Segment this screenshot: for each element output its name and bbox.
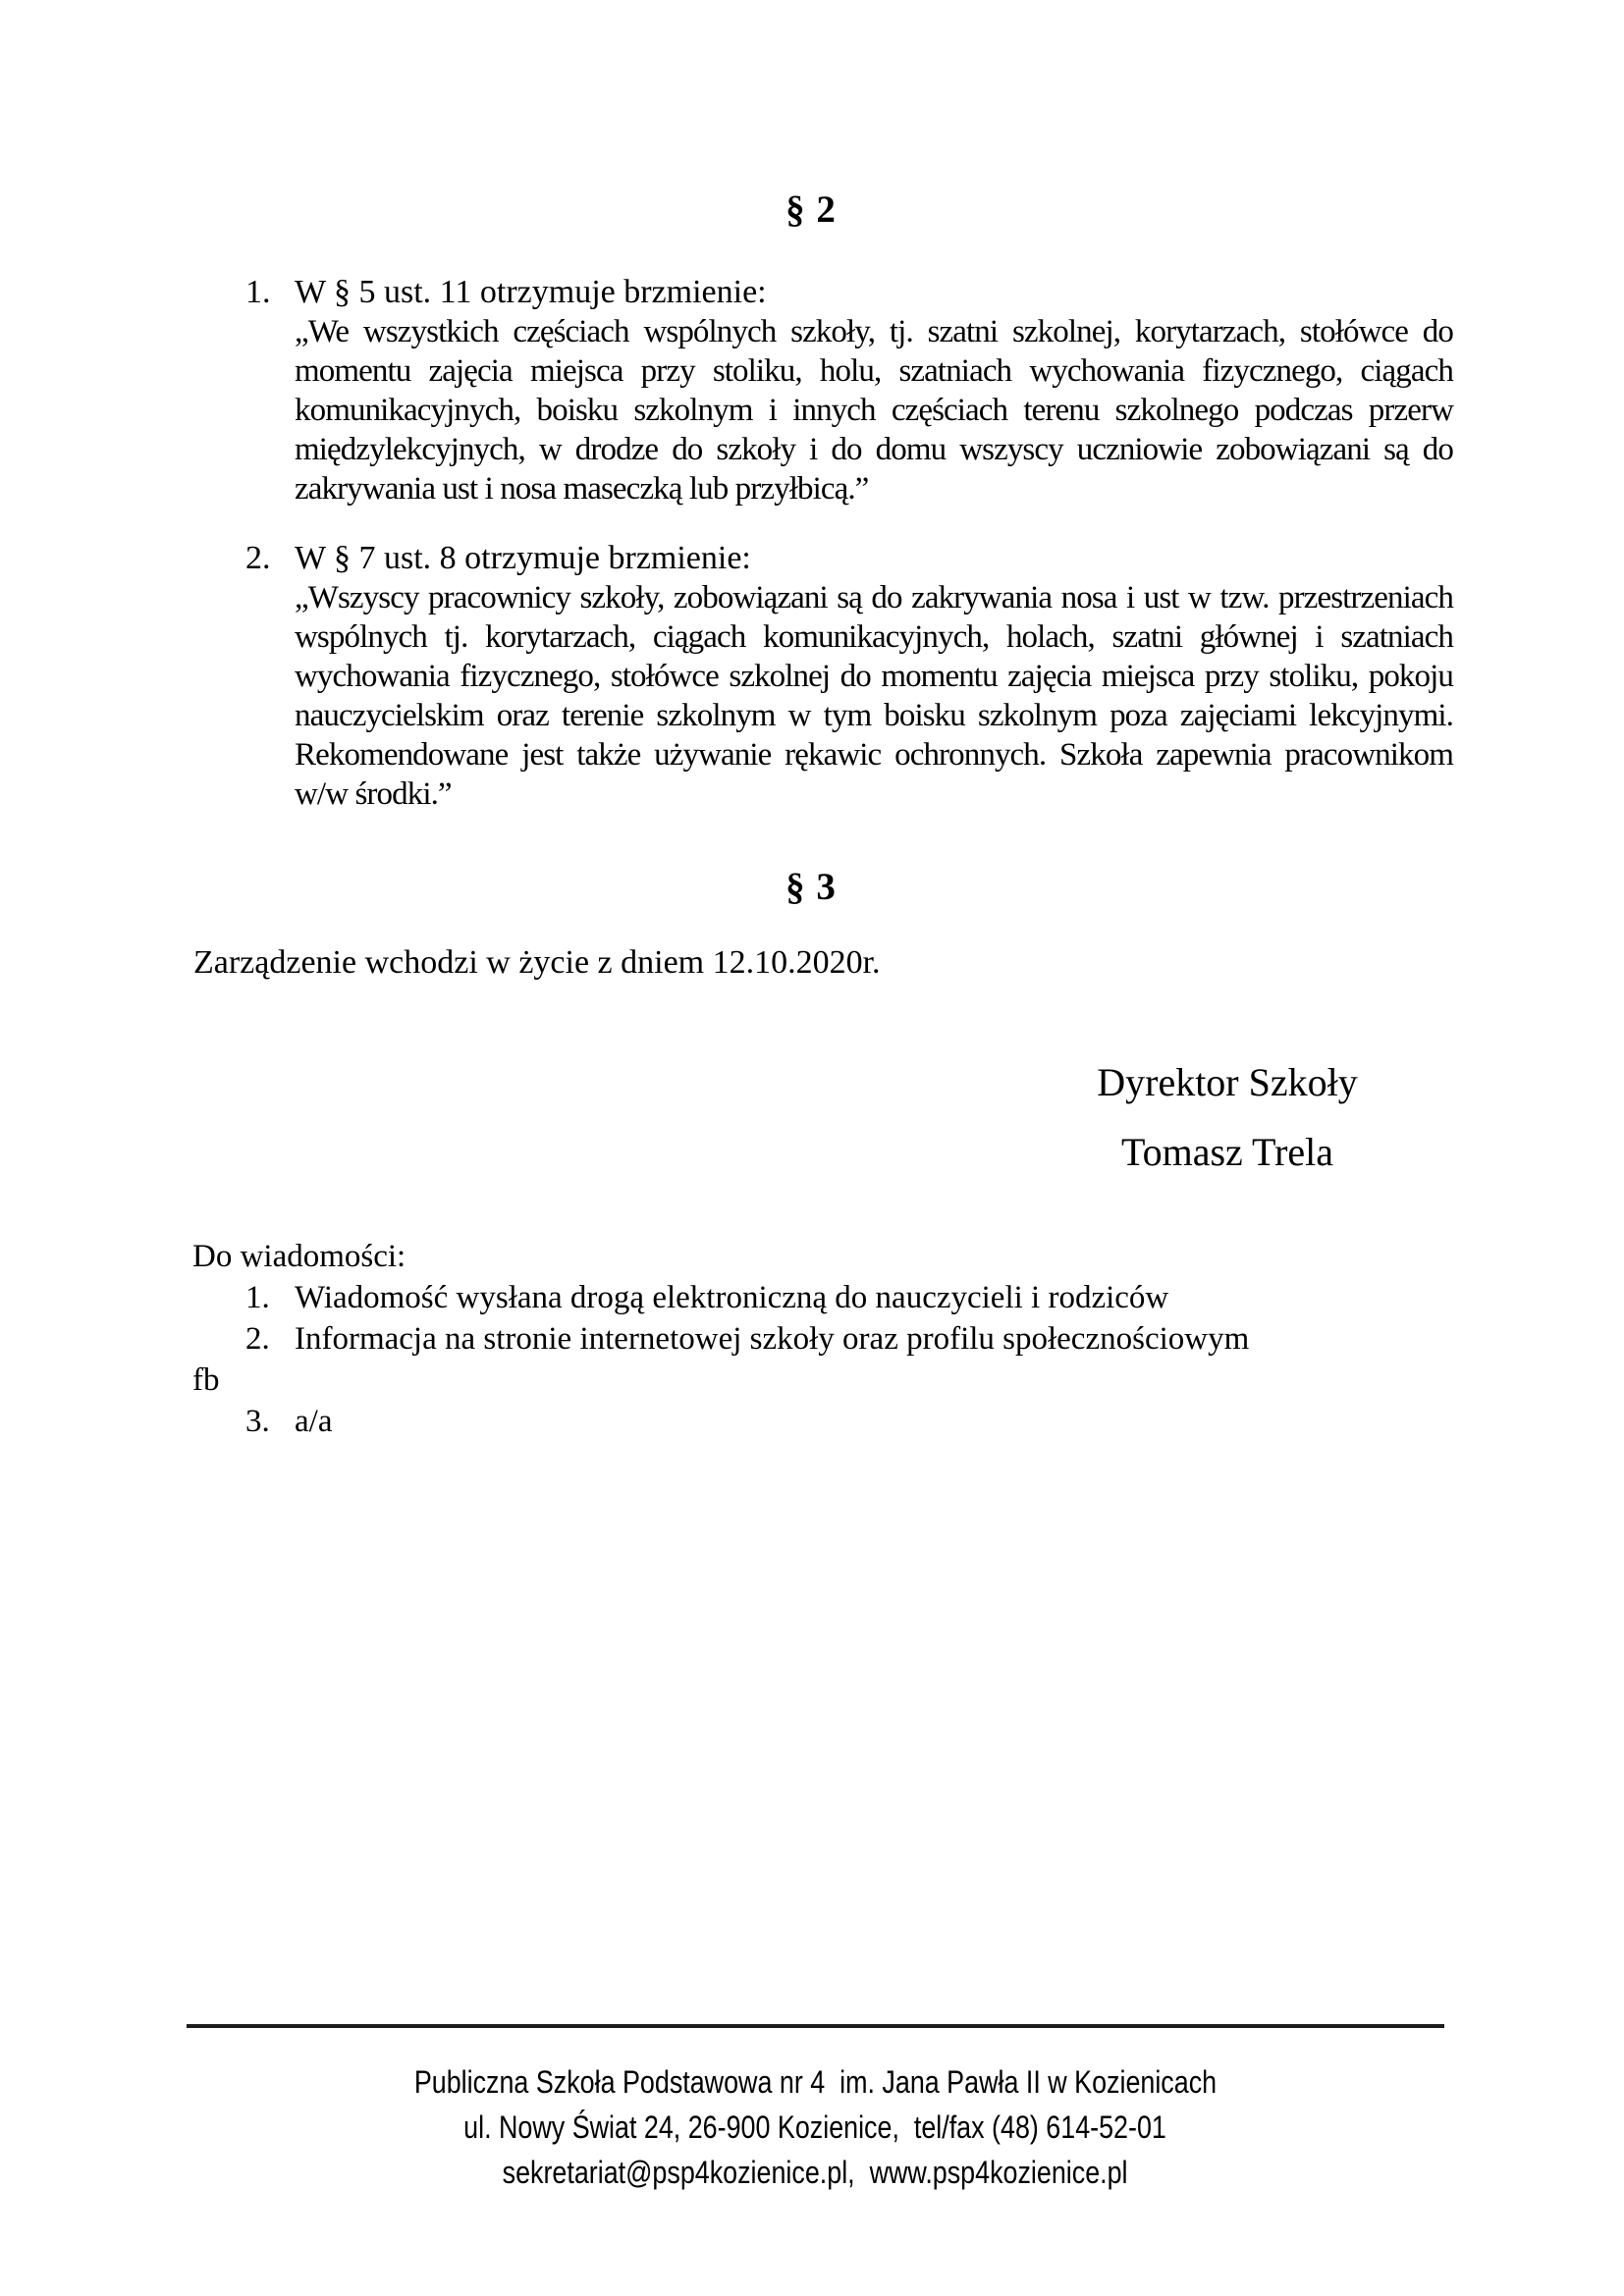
distribution-item bbox=[192, 1277, 1272, 1318]
distribution-item bbox=[192, 1401, 1272, 1442]
signature-title: Dyrektor Szkoły bbox=[1097, 1060, 1358, 1104]
distribution-item-2-text: Informacja na stronie internetowej szkoły oraz profilu społecznościowym fb bbox=[192, 1321, 1250, 1398]
distribution-item-3-number: 3. bbox=[245, 1404, 270, 1439]
list-item-1-quote: „We wszystkich częściach wspólnych szkoły, tj. szatni szkolnej, korytarzach, stołówce do momentu zajęcia miejsca przy stoliku, holu, szatniach wychowania fizycznego, ciągach komunikacyjnych, boisku szkolnym i innych częściach terenu szkolnego podczas przerw międzylekcyjnych, w drodze do szkoły i do domu wszyscy uczniowie zobowiązani są do zakrywania ust i nosa maseczką lub przyłbicą.” bbox=[295, 314, 1453, 507]
section-heading-3: § 3 bbox=[785, 866, 837, 908]
distribution-item bbox=[192, 1318, 1272, 1401]
footer-address: ul. Nowy Świat 24, 26-900 Kozienice, tel/fax (48) 614-52-01 bbox=[463, 2109, 1167, 2145]
distribution-block bbox=[192, 1236, 1272, 1442]
distribution-item-3-text: a/a bbox=[295, 1404, 333, 1439]
footer-rule bbox=[187, 2024, 1444, 2028]
distribution-item-1-text: Wiadomość wysłana drogą elektroniczną do nauczycieli i rodziców bbox=[295, 1280, 1169, 1315]
distribution-label: Do wiadomości: bbox=[192, 1239, 406, 1274]
list-item-2-body bbox=[295, 539, 1453, 814]
distribution-item-2-number: 2. bbox=[245, 1321, 270, 1357]
list-item-1-body bbox=[295, 273, 1453, 508]
list-item-2-quote: „Wszyscy pracownicy szkoły, zobowiązani są do zakrywania nosa i ust w tzw. przestrzeniach wspólnych tj. korytarzach, ciągach komunikacyjnych, holach, szatni głównej i szatniach wychowania fizycznego, stołówce szkolnej do momentu zajęcia miejsca przy stoliku, pokoju nauczycielskim oraz terenie szkolnym w tym boisku szkolnym poza zajęciami lekcyjnymi. Rekomendowane jest także używanie rękawic ochronnych. Szkoła zapewnia pracownikom w/w środki.” bbox=[295, 580, 1453, 812]
effective-date-line: Zarządzenie wchodzi w życie z dniem 12.10.2020r. bbox=[193, 944, 881, 981]
distribution-item-1-number: 1. bbox=[245, 1280, 270, 1315]
section-heading-2: § 2 bbox=[785, 188, 837, 231]
list-item-1-intro: W § 5 ust. 11 otrzymuje brzmienie: bbox=[295, 274, 767, 310]
footer-school-name: Publiczna Szkoła Podstawowa nr 4 im. Jana Pawła II w Kozienicach bbox=[413, 2064, 1218, 2100]
footer-block bbox=[187, 2059, 1444, 2195]
footer-contact: sekretariat@psp4kozienice.pl, www.psp4kozienice.pl bbox=[503, 2155, 1128, 2190]
list-item-2-number: 2. bbox=[245, 540, 271, 576]
list-item-1-number: 1. bbox=[245, 274, 271, 310]
signature-name: Tomasz Trela bbox=[1120, 1130, 1334, 1174]
list-item-2-intro: W § 7 ust. 8 otrzymuje brzmienie: bbox=[295, 540, 751, 576]
